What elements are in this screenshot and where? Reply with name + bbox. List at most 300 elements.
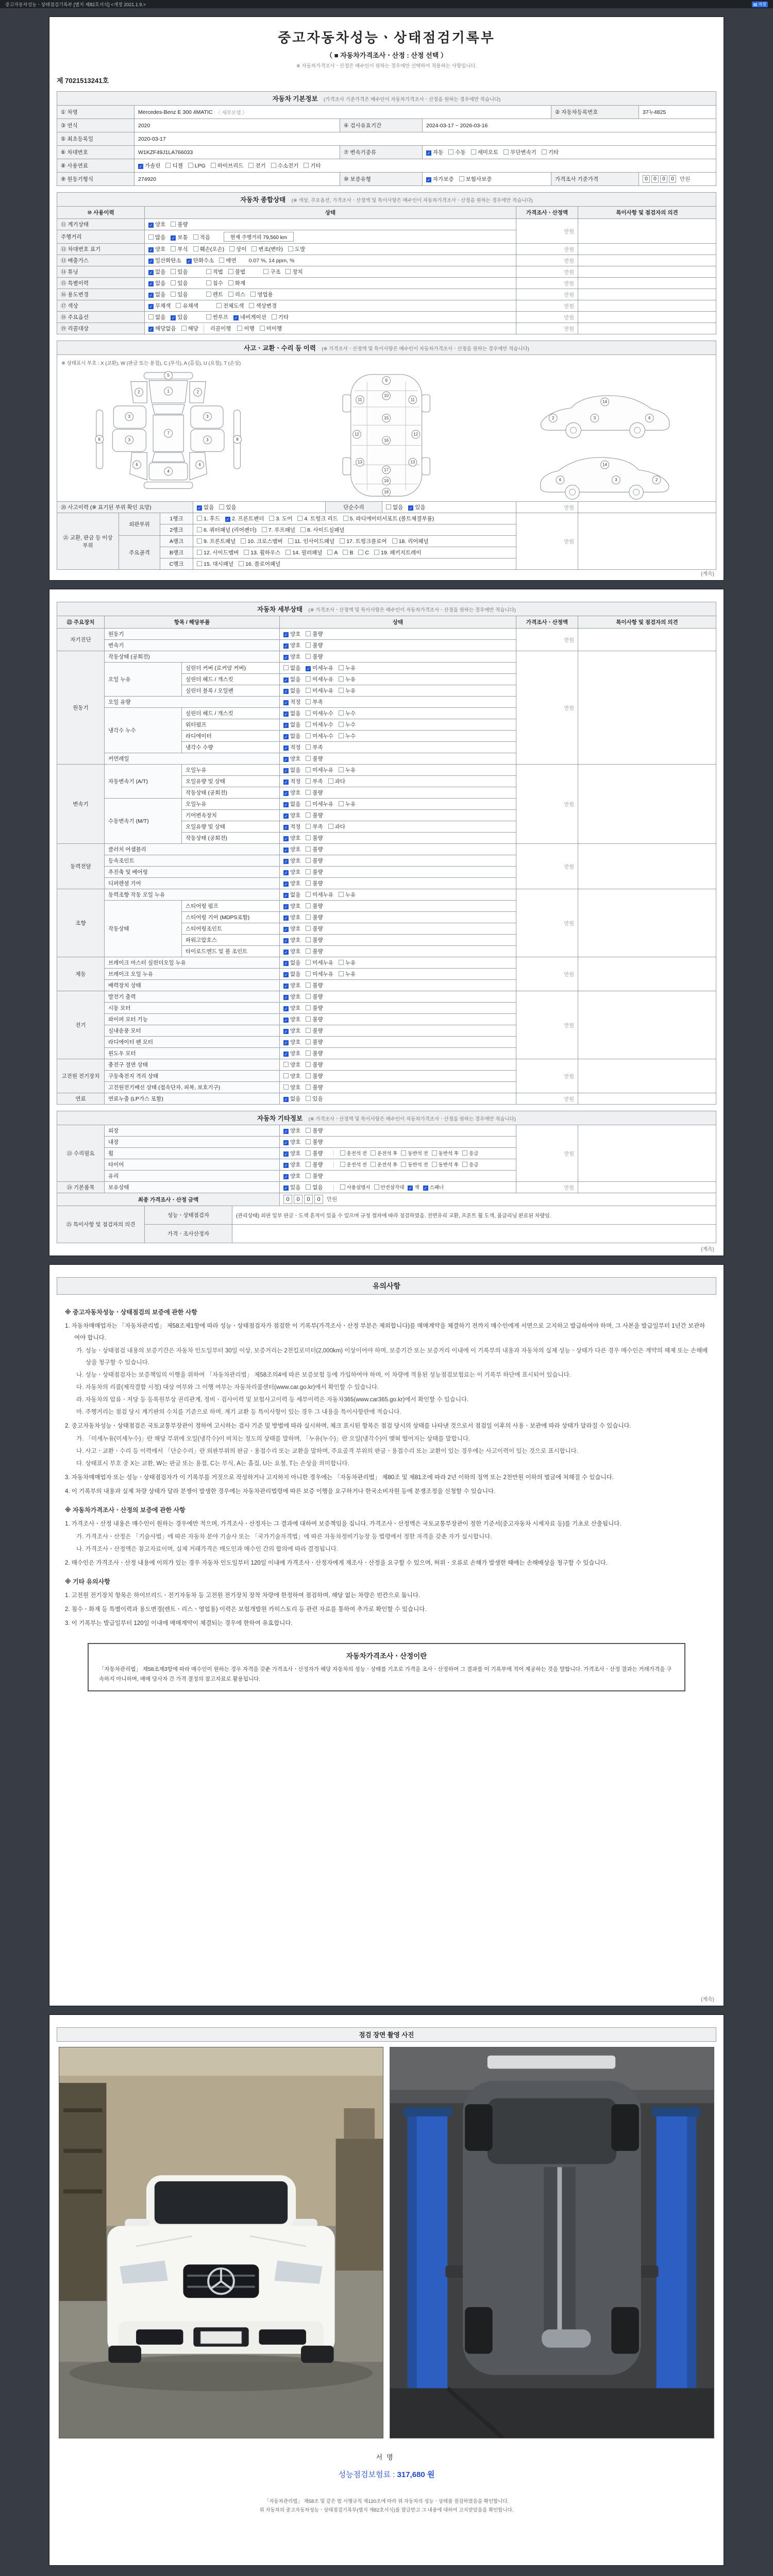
checkbox-checked[interactable]: ✓: [284, 723, 288, 728]
option-양호[interactable]: [283, 926, 300, 932]
checkbox-unchecked[interactable]: [306, 846, 311, 852]
checkbox-unchecked[interactable]: [306, 812, 311, 818]
option-동반석 후[interactable]: [432, 1151, 459, 1157]
option-양호[interactable]: [283, 631, 300, 637]
checkbox-unchecked[interactable]: [297, 516, 303, 521]
option-양호[interactable]: [283, 1050, 300, 1057]
checkbox-unchecked[interactable]: [306, 926, 311, 931]
checkbox-unchecked[interactable]: [300, 527, 306, 532]
checkbox-unchecked[interactable]: [272, 314, 277, 319]
option-누유[interactable]: [339, 892, 356, 898]
option-침수[interactable]: [206, 280, 223, 286]
checkbox-unchecked[interactable]: [340, 1162, 345, 1167]
option-전체도색[interactable]: [216, 303, 244, 309]
option-과다[interactable]: [328, 778, 345, 785]
checkbox-checked[interactable]: ✓: [284, 905, 288, 909]
option-색상변경[interactable]: [249, 303, 277, 309]
checkbox-unchecked[interactable]: [228, 269, 233, 274]
checkbox-checked[interactable]: ✓: [149, 304, 153, 309]
option-이행[interactable]: [237, 326, 254, 332]
checkbox-unchecked[interactable]: [306, 971, 311, 976]
checkbox-checked[interactable]: ✓: [284, 814, 288, 819]
checkbox-unchecked[interactable]: [386, 504, 391, 510]
option-누수[interactable]: [339, 733, 356, 739]
checkbox-unchecked[interactable]: [248, 163, 254, 168]
option-없음[interactable]: [386, 504, 403, 511]
checkbox-unchecked[interactable]: [339, 676, 344, 682]
option-양호[interactable]: [283, 903, 300, 909]
checkbox-unchecked[interactable]: [288, 246, 293, 251]
option-기타[interactable]: [542, 148, 559, 156]
checkbox-unchecked[interactable]: [171, 269, 176, 274]
checkbox-checked[interactable]: ✓: [306, 667, 310, 671]
checkbox-unchecked[interactable]: [339, 710, 344, 716]
option-양호[interactable]: [283, 812, 300, 819]
checkbox-checked[interactable]: ✓: [149, 270, 153, 275]
option-없음[interactable]: [283, 971, 300, 977]
checkbox-unchecked[interactable]: [339, 733, 344, 738]
checkbox-unchecked[interactable]: [176, 303, 181, 308]
option-운전석 전[interactable]: [340, 1151, 367, 1157]
checkbox-unchecked[interactable]: [371, 1162, 376, 1167]
option-불량[interactable]: [306, 790, 323, 796]
option-적법[interactable]: [206, 269, 223, 275]
checkbox-checked[interactable]: ✓: [139, 164, 143, 169]
checkbox-checked[interactable]: ✓: [284, 1029, 288, 1034]
checkbox-checked[interactable]: ✓: [284, 825, 288, 830]
option-불량[interactable]: [306, 642, 323, 649]
option-장치[interactable]: [285, 269, 303, 275]
option-양호[interactable]: [283, 880, 300, 887]
option-없음[interactable]: [306, 1184, 323, 1191]
option-14. 필러패널[interactable]: [285, 550, 322, 556]
checkbox-unchecked[interactable]: [206, 269, 211, 274]
checkbox-checked[interactable]: ✓: [284, 1163, 288, 1168]
option-무단변속기[interactable]: [503, 148, 536, 156]
option-부식[interactable]: [171, 246, 188, 252]
option-없음[interactable]: [148, 280, 165, 286]
option-불량[interactable]: [306, 1062, 323, 1068]
option-리스[interactable]: [228, 292, 245, 298]
option-6. 쿼터패널 (리어펜더)[interactable]: [197, 527, 257, 533]
checkbox-checked[interactable]: ✓: [409, 506, 413, 511]
option-불량[interactable]: [306, 994, 323, 1000]
option-유채색[interactable]: [176, 303, 198, 309]
app-badge[interactable]: ▤ 저장: [752, 2, 768, 7]
checkbox-checked[interactable]: ✓: [284, 1052, 288, 1057]
option-양호[interactable]: [283, 790, 300, 796]
checkbox-unchecked[interactable]: [306, 1150, 311, 1156]
checkbox-checked[interactable]: ✓: [284, 848, 288, 853]
option-불량[interactable]: [306, 1073, 323, 1079]
checkbox-unchecked[interactable]: [171, 280, 176, 285]
checkbox-checked[interactable]: ✓: [284, 735, 288, 739]
checkbox-checked[interactable]: ✓: [284, 1186, 288, 1191]
checkbox-unchecked[interactable]: [343, 516, 348, 521]
checkbox-unchecked[interactable]: [503, 149, 509, 155]
checkbox-checked[interactable]: ✓: [284, 655, 288, 660]
checkbox-unchecked[interactable]: [206, 280, 211, 285]
option-불량[interactable]: [306, 1028, 323, 1034]
option-불량[interactable]: [306, 926, 323, 932]
option-누유[interactable]: [339, 688, 356, 694]
checkbox-unchecked[interactable]: [285, 269, 291, 274]
checkbox-unchecked[interactable]: [219, 504, 224, 510]
checkbox-unchecked[interactable]: [228, 292, 233, 297]
checkbox-unchecked[interactable]: [339, 722, 344, 727]
checkbox-checked[interactable]: ✓: [284, 893, 288, 898]
checkbox-unchecked[interactable]: [244, 550, 249, 555]
option-불량[interactable]: [306, 869, 323, 875]
checkbox-checked[interactable]: ✓: [197, 506, 201, 511]
option-가솔린[interactable]: [138, 162, 160, 170]
checkbox-unchecked[interactable]: [206, 292, 211, 297]
checkbox-checked[interactable]: ✓: [284, 1041, 288, 1045]
checkbox-unchecked[interactable]: [306, 1050, 311, 1056]
option-없음[interactable]: [283, 722, 300, 728]
checkbox-unchecked[interactable]: [339, 892, 344, 897]
checkbox-unchecked[interactable]: [339, 971, 344, 976]
checkbox-unchecked[interactable]: [462, 1162, 467, 1167]
checkbox-unchecked[interactable]: [249, 303, 254, 308]
checkbox-unchecked[interactable]: [327, 550, 332, 555]
checkbox-unchecked[interactable]: [306, 1139, 311, 1144]
option-불량[interactable]: [306, 1084, 323, 1091]
checkbox-checked[interactable]: ✓: [187, 259, 191, 264]
option-A[interactable]: [327, 550, 338, 556]
checkbox-unchecked[interactable]: [306, 790, 311, 795]
checkbox-unchecked[interactable]: [269, 516, 274, 521]
checkbox-checked[interactable]: ✓: [284, 871, 288, 875]
checkbox-unchecked[interactable]: [283, 1062, 289, 1067]
checkbox-checked[interactable]: ✓: [284, 882, 288, 887]
checkbox-unchecked[interactable]: [306, 710, 311, 716]
option-있음[interactable]: [171, 292, 188, 298]
checkbox-unchecked[interactable]: [448, 149, 453, 155]
option-해당[interactable]: [181, 326, 198, 332]
checkbox-checked[interactable]: ✓: [284, 1175, 288, 1179]
checkbox-unchecked[interactable]: [197, 561, 202, 566]
checkbox-unchecked[interactable]: [306, 801, 311, 806]
checkbox-unchecked[interactable]: [306, 869, 311, 874]
checkbox-checked[interactable]: ✓: [284, 995, 288, 1000]
option-18. 리어패널[interactable]: [392, 538, 429, 545]
option-16. 플로어패널[interactable]: [239, 561, 280, 567]
option-양호[interactable]: [283, 1062, 300, 1068]
checkbox-unchecked[interactable]: [211, 163, 216, 168]
checkbox-unchecked[interactable]: [339, 767, 344, 772]
option-기타[interactable]: [272, 314, 289, 320]
checkbox-checked[interactable]: ✓: [284, 859, 288, 864]
option-안전삼각대[interactable]: [374, 1185, 405, 1191]
checkbox-unchecked[interactable]: [206, 314, 211, 319]
option-양호[interactable]: [148, 246, 165, 252]
option-있음[interactable]: [408, 504, 425, 511]
checkbox-unchecked[interactable]: [283, 1084, 289, 1090]
option-부족[interactable]: [306, 778, 323, 785]
checkbox-unchecked[interactable]: [339, 665, 344, 670]
checkbox-unchecked[interactable]: [250, 292, 256, 297]
checkbox-checked[interactable]: ✓: [284, 633, 288, 637]
option-없음[interactable]: [283, 665, 300, 671]
option-양호[interactable]: [283, 1039, 300, 1045]
checkbox-checked[interactable]: ✓: [427, 178, 431, 182]
option-썬루프[interactable]: [206, 314, 228, 320]
checkbox-checked[interactable]: ✓: [284, 780, 288, 785]
checkbox-unchecked[interactable]: [306, 699, 311, 704]
checkbox-unchecked[interactable]: [306, 744, 311, 750]
option-과다[interactable]: [328, 824, 345, 830]
checkbox-unchecked[interactable]: [343, 550, 348, 555]
checkbox-unchecked[interactable]: [328, 778, 333, 784]
checkbox-unchecked[interactable]: [251, 246, 257, 251]
option-전기[interactable]: [248, 162, 265, 170]
checkbox-checked[interactable]: ✓: [284, 950, 288, 955]
checkbox-checked[interactable]: ✓: [284, 1152, 288, 1157]
checkbox-checked[interactable]: ✓: [284, 927, 288, 932]
option-불법[interactable]: [228, 269, 245, 275]
option-불량[interactable]: [306, 1039, 323, 1045]
checkbox-checked[interactable]: ✓: [284, 916, 288, 921]
checkbox-unchecked[interactable]: [197, 527, 202, 532]
option-없음[interactable]: [283, 801, 300, 807]
checkbox-unchecked[interactable]: [306, 1162, 311, 1167]
checkbox-unchecked[interactable]: [306, 960, 311, 965]
option-구조[interactable]: [263, 269, 280, 275]
checkbox-unchecked[interactable]: [306, 688, 311, 693]
option-10. 크로스멤버[interactable]: [241, 538, 282, 545]
checkbox-unchecked[interactable]: [306, 937, 311, 942]
checkbox-checked[interactable]: ✓: [149, 223, 153, 228]
option-양호[interactable]: [283, 1162, 300, 1168]
checkbox-unchecked[interactable]: [288, 538, 293, 544]
checkbox-unchecked[interactable]: [306, 1005, 311, 1010]
checkbox-checked[interactable]: ✓: [171, 236, 175, 241]
checkbox-unchecked[interactable]: [306, 1039, 311, 1044]
option-있음[interactable]: [306, 1096, 323, 1102]
option-매연[interactable]: [219, 258, 236, 264]
option-양호[interactable]: [283, 846, 300, 853]
option-양호[interactable]: [283, 914, 300, 921]
option-3. 도어[interactable]: [269, 516, 292, 522]
checkbox-unchecked[interactable]: [306, 892, 311, 897]
option-7. 루프패널[interactable]: [262, 527, 295, 533]
option-없음[interactable]: [283, 688, 300, 694]
option-불량[interactable]: [306, 880, 323, 887]
checkbox-unchecked[interactable]: [237, 326, 242, 331]
option-불량[interactable]: [306, 846, 323, 853]
option-양호[interactable]: [283, 1139, 300, 1145]
checkbox-unchecked[interactable]: [306, 1073, 311, 1078]
checkbox-unchecked[interactable]: [306, 1028, 311, 1033]
option-동반석 후[interactable]: [432, 1162, 459, 1168]
checkbox-unchecked[interactable]: [181, 326, 187, 331]
option-부족[interactable]: [306, 824, 323, 830]
option-없음[interactable]: [148, 292, 165, 298]
checkbox-unchecked[interactable]: [165, 163, 171, 168]
checkbox-unchecked[interactable]: [171, 222, 176, 227]
checkbox-unchecked[interactable]: [371, 1150, 376, 1156]
checkbox-unchecked[interactable]: [306, 733, 311, 738]
option-누유[interactable]: [339, 960, 356, 966]
option-부족[interactable]: [306, 744, 323, 751]
option-양호[interactable]: [283, 937, 300, 943]
option-네비게이션[interactable]: [233, 314, 266, 320]
checkbox-unchecked[interactable]: [401, 1162, 406, 1167]
option-없음[interactable]: [283, 1096, 300, 1102]
checkbox-unchecked[interactable]: [304, 163, 309, 168]
option-2. 프론트펜더[interactable]: [225, 516, 264, 522]
checkbox-checked[interactable]: ✓: [284, 757, 288, 762]
option-미세누수[interactable]: [306, 733, 333, 739]
option-양호[interactable]: [283, 1128, 300, 1134]
option-있음[interactable]: [171, 314, 188, 320]
option-적정[interactable]: [283, 744, 300, 751]
option-누유[interactable]: [339, 665, 356, 671]
checkbox-unchecked[interactable]: [148, 234, 154, 240]
option-기타[interactable]: [304, 162, 321, 170]
checkbox-unchecked[interactable]: [219, 258, 224, 263]
checkbox-checked[interactable]: ✓: [284, 644, 288, 649]
option-불량[interactable]: [306, 654, 323, 660]
option-5. 라디에이터서포트 (볼트체결부품)[interactable]: [343, 516, 434, 522]
option-영업용[interactable]: [250, 292, 273, 298]
option-불량[interactable]: [306, 812, 323, 819]
option-동반석 전[interactable]: [401, 1151, 428, 1157]
option-불량[interactable]: [306, 937, 323, 943]
option-양호[interactable]: [283, 1028, 300, 1034]
checkbox-unchecked[interactable]: [306, 1184, 311, 1190]
option-불량[interactable]: [306, 948, 323, 955]
option-있음[interactable]: [171, 280, 188, 286]
option-수소전기[interactable]: [271, 162, 299, 170]
checkbox-unchecked[interactable]: [306, 835, 311, 840]
checkbox-unchecked[interactable]: [306, 824, 311, 829]
option-4. 트렁크 리드[interactable]: [297, 516, 338, 522]
checkbox-unchecked[interactable]: [239, 561, 244, 566]
checkbox-checked[interactable]: ✓: [284, 678, 288, 683]
checkbox-unchecked[interactable]: [285, 550, 291, 555]
checkbox-unchecked[interactable]: [306, 1173, 311, 1178]
option-없음[interactable]: [148, 314, 165, 320]
option-불량[interactable]: [306, 858, 323, 864]
checkbox-unchecked[interactable]: [197, 550, 202, 555]
checkbox-checked[interactable]: ✓: [284, 1097, 288, 1102]
checkbox-unchecked[interactable]: [306, 642, 311, 648]
option-불량[interactable]: [171, 222, 188, 228]
option-적정[interactable]: [283, 699, 300, 705]
checkbox-unchecked[interactable]: [339, 801, 344, 806]
option-1. 후드[interactable]: [197, 516, 220, 522]
checkbox-checked[interactable]: ✓: [284, 769, 288, 773]
option-렌트[interactable]: [206, 292, 223, 298]
option-하이브리드[interactable]: [211, 162, 244, 170]
option-9. 프론트패널[interactable]: [197, 538, 236, 545]
checkbox-unchecked[interactable]: [306, 858, 311, 863]
checkbox-unchecked[interactable]: [306, 654, 311, 659]
option-누유[interactable]: [339, 801, 356, 807]
option-불량[interactable]: [306, 1005, 323, 1011]
option-없음[interactable]: [283, 767, 300, 773]
option-양호[interactable]: [283, 1150, 300, 1157]
option-없음[interactable]: [283, 960, 300, 966]
checkbox-unchecked[interactable]: [193, 234, 198, 240]
checkbox-checked[interactable]: ✓: [149, 327, 153, 332]
option-도말[interactable]: [288, 246, 305, 252]
option-불량[interactable]: [306, 631, 323, 637]
option-양호[interactable]: [283, 994, 300, 1000]
option-적정[interactable]: [283, 824, 300, 830]
checkbox-unchecked[interactable]: [306, 1016, 311, 1022]
option-불량[interactable]: [306, 756, 323, 762]
checkbox-checked[interactable]: ✓: [284, 701, 288, 705]
option-변조(변타)[interactable]: [251, 246, 283, 252]
checkbox-checked[interactable]: ✓: [234, 316, 238, 320]
checkbox-unchecked[interactable]: [339, 960, 344, 965]
checkbox-unchecked[interactable]: [306, 994, 311, 999]
checkbox-unchecked[interactable]: [283, 1073, 289, 1078]
option-운전석 후[interactable]: [371, 1162, 397, 1168]
checkbox-unchecked[interactable]: [306, 722, 311, 727]
option-양호[interactable]: [283, 1016, 300, 1023]
checkbox-unchecked[interactable]: [328, 824, 333, 829]
option-수동[interactable]: [448, 148, 465, 156]
option-양호[interactable]: [283, 1084, 300, 1091]
option-불량[interactable]: [306, 1173, 323, 1179]
checkbox-unchecked[interactable]: [358, 550, 363, 555]
checkbox-unchecked[interactable]: [197, 538, 202, 544]
checkbox-unchecked[interactable]: [306, 676, 311, 682]
option-미세누유[interactable]: [306, 688, 333, 694]
checkbox-checked[interactable]: ✓: [284, 1007, 288, 1011]
option-불량[interactable]: [306, 982, 323, 989]
option-보험사보증[interactable]: [459, 175, 492, 183]
option-보통[interactable]: [171, 234, 188, 241]
checkbox-checked[interactable]: ✓: [284, 712, 288, 717]
option-불량[interactable]: [306, 1128, 323, 1134]
checkbox-unchecked[interactable]: [401, 1150, 406, 1156]
option-없음[interactable]: [283, 733, 300, 739]
checkbox-checked[interactable]: ✓: [149, 293, 153, 298]
option-양호[interactable]: [283, 1073, 300, 1079]
checkbox-unchecked[interactable]: [306, 903, 311, 908]
option-일산화탄소[interactable]: [148, 258, 181, 264]
option-누수[interactable]: [339, 710, 356, 717]
option-부족[interactable]: [306, 699, 323, 705]
option-미세누수[interactable]: [306, 710, 333, 717]
checkbox-unchecked[interactable]: [432, 1162, 437, 1167]
checkbox-unchecked[interactable]: [306, 914, 311, 920]
checkbox-checked[interactable]: ✓: [284, 1018, 288, 1023]
checkbox-checked[interactable]: ✓: [284, 1129, 288, 1134]
checkbox-unchecked[interactable]: [542, 149, 547, 155]
checkbox-unchecked[interactable]: [432, 1150, 437, 1156]
option-17. 트렁크플로어[interactable]: [340, 538, 386, 545]
option-적음[interactable]: [193, 234, 210, 241]
option-불량[interactable]: [306, 835, 323, 841]
option-LPG[interactable]: [188, 163, 206, 169]
checkbox-unchecked[interactable]: [306, 778, 311, 784]
checkbox-unchecked[interactable]: [171, 292, 176, 297]
option-양호[interactable]: [148, 222, 165, 228]
checkbox-unchecked[interactable]: [263, 269, 268, 274]
checkbox-unchecked[interactable]: [462, 1150, 467, 1156]
checkbox-unchecked[interactable]: [229, 246, 234, 251]
option-운전석 후[interactable]: [371, 1151, 397, 1157]
checkbox-unchecked[interactable]: [306, 631, 311, 636]
option-불량[interactable]: [306, 1050, 323, 1057]
option-양호[interactable]: [283, 869, 300, 875]
